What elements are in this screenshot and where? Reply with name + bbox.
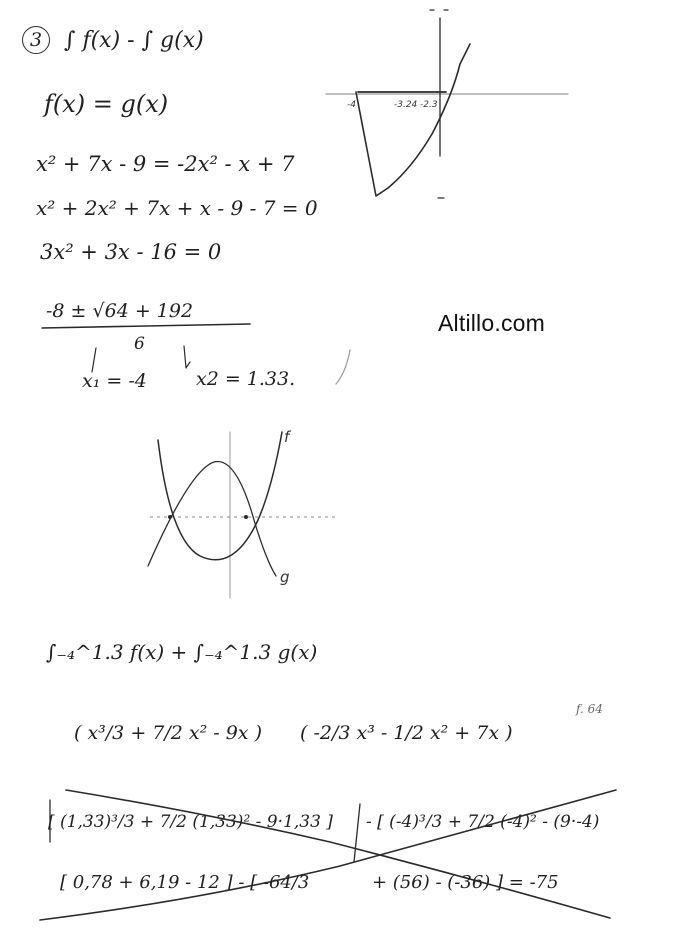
step-eq2: x² + 2x² + 7x + x - 9 - 7 = 0: [36, 196, 318, 220]
integral-setup: ∫₋₄^1.3 f(x) + ∫₋₄^1.3 g(x): [46, 640, 318, 664]
evaluation-left: [ (1,33)³/3 + 7/2 (1,33)² - 9·1,33 ]: [48, 812, 333, 832]
graph-top-tick-label-1: -4: [347, 100, 356, 110]
intersection-right: [244, 515, 248, 519]
label-g: g: [280, 568, 290, 586]
evaluation-bracket: [50, 800, 360, 862]
problem-number: 3: [22, 26, 50, 54]
root-arrow-1: [92, 348, 96, 372]
curve-f: [158, 432, 282, 560]
graph-middle: [148, 428, 338, 598]
graph-top-curve: [356, 44, 470, 196]
evaluation-right: - [ (-4)³/3 + 7/2 (-4)² - (9·-4): [366, 812, 600, 832]
graph-top: [326, 10, 568, 198]
quadratic-numerator: -8 ± √64 + 192: [46, 300, 194, 322]
antiderivative-f: ( x³/3 + 7/2 x² - 9x ): [74, 722, 262, 744]
stray-mark: [336, 350, 350, 384]
antiderivative-g: ( -2/3 x³ - 1/2 x² + 7x ): [300, 722, 513, 744]
graph-top-tick-label-2: -3.24: [394, 100, 418, 110]
crossout-stroke-1: [66, 790, 610, 918]
root-2: x2 = 1.33.: [196, 368, 296, 390]
quadratic-denominator: 6: [134, 334, 145, 354]
problem-heading: ∫ f(x) - ∫ g(x): [64, 28, 204, 53]
watermark: Altillo.com: [438, 310, 546, 336]
intersection-left: [168, 515, 172, 519]
side-note: f. 64: [576, 702, 603, 716]
root-arrow-2: [184, 346, 190, 368]
step-equate: f(x) = g(x): [44, 90, 169, 118]
graph-top-tick-label-3: -2.3: [420, 100, 438, 110]
crossout-stroke-2: [40, 790, 616, 920]
label-f: f: [284, 428, 290, 446]
fraction-bar: [42, 324, 250, 328]
result-right: + (56) - (-36) ] = -75: [372, 872, 559, 893]
root-1: x₁ = -4: [82, 370, 147, 392]
result-left: [ 0,78 + 6,19 - 12 ] - [ -64/3: [60, 872, 310, 893]
step-eq3: 3x² + 3x - 16 = 0: [40, 240, 222, 264]
step-eq1: x² + 7x - 9 = -2x² - x + 7: [36, 152, 295, 176]
